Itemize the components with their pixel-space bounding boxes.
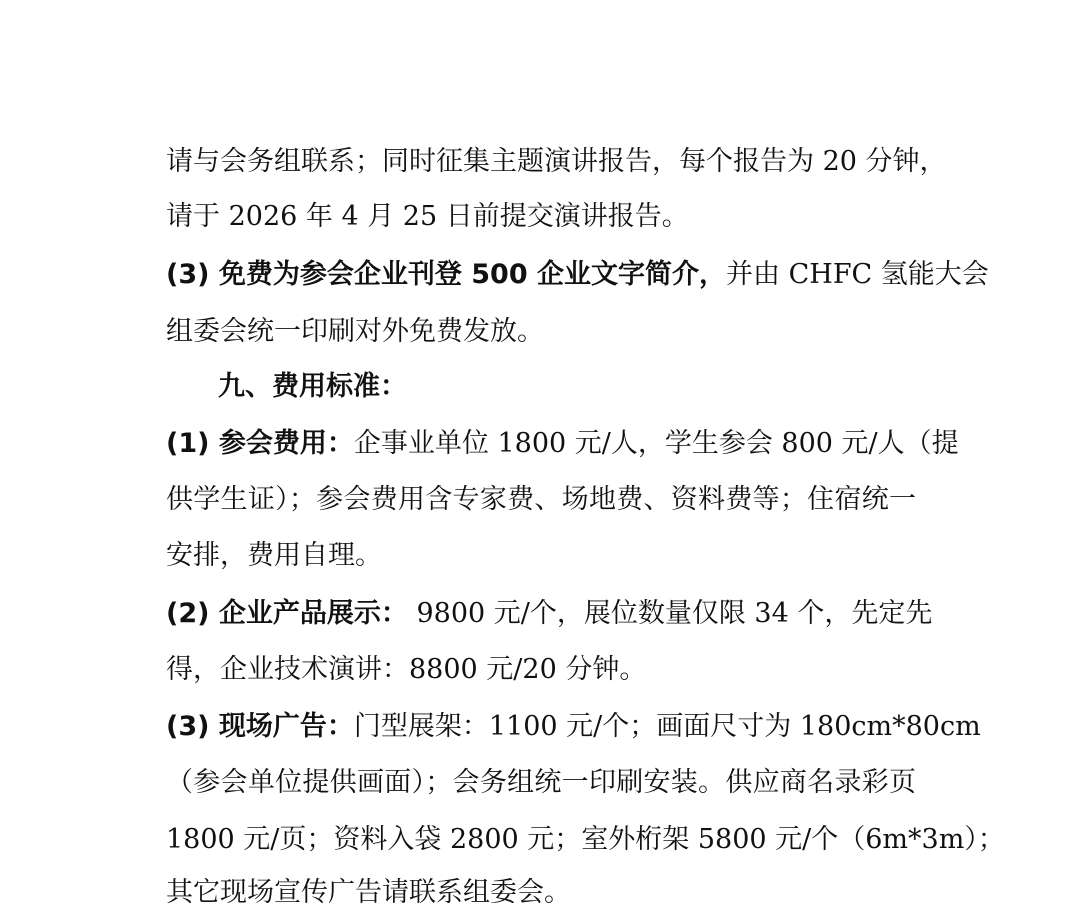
paragraph-line — [166, 650, 646, 690]
section-heading — [218, 367, 407, 407]
line-text: 组委会统一印刷对外免费发放。 — [166, 316, 544, 347]
line-text: 门型展架：1100 元/个；画面尺寸为 180cm*80cm — [353, 711, 981, 742]
paragraph-line — [166, 763, 916, 803]
paragraph-line — [166, 424, 959, 464]
line-text: 1800 元/页；资料入袋 2800 元；室外桁架 5800 元/个（6m*3m）； — [166, 824, 1005, 855]
paragraph-line — [166, 594, 933, 634]
section-heading-text: 九、费用标准： — [218, 371, 407, 402]
paragraph-line — [166, 873, 571, 913]
line-text: （参会单位提供画面）；会务组统一印刷安装。供应商名录彩页 — [166, 767, 916, 798]
paragraph-line — [166, 536, 382, 576]
paragraph-line — [166, 197, 689, 237]
line-text: 供学生证）；参会费用含专家费、场地费、资料费等；住宿统一 — [166, 484, 916, 515]
bold-item-heading: (2) 企业产品展示： — [166, 598, 408, 629]
line-text: 请与会务组联系；同时征集主题演讲报告，每个报告为 20 分钟， — [166, 146, 947, 177]
paragraph-line — [166, 255, 989, 295]
paragraph-line — [166, 142, 947, 182]
paragraph-line — [166, 480, 916, 520]
bold-item-heading: (1) 参会费用： — [166, 428, 354, 459]
line-text: 得，企业技术演讲：8800 元/20 分钟。 — [166, 654, 647, 685]
bold-item-heading: (3) 现场广告： — [166, 711, 354, 742]
bold-item-heading: (3) 免费为参会企业刊登 500 企业文字简介， — [166, 259, 727, 290]
paragraph-line — [166, 820, 1005, 860]
line-text: 请于 2026 年 4 月 25 日前提交演讲报告。 — [166, 201, 689, 232]
line-text: 9800 元/个，展位数量仅限 34 个，先定先 — [407, 598, 933, 629]
line-text: 企事业单位 1800 元/人，学生参会 800 元/人（提 — [353, 428, 959, 459]
paragraph-line — [166, 312, 544, 352]
line-text: 其它现场宣传广告请联系组委会。 — [166, 877, 571, 908]
paragraph-line — [166, 707, 981, 747]
line-text: 安排，费用自理。 — [166, 540, 382, 571]
line-text: 并由 CHFC 氢能大会 — [726, 259, 989, 290]
